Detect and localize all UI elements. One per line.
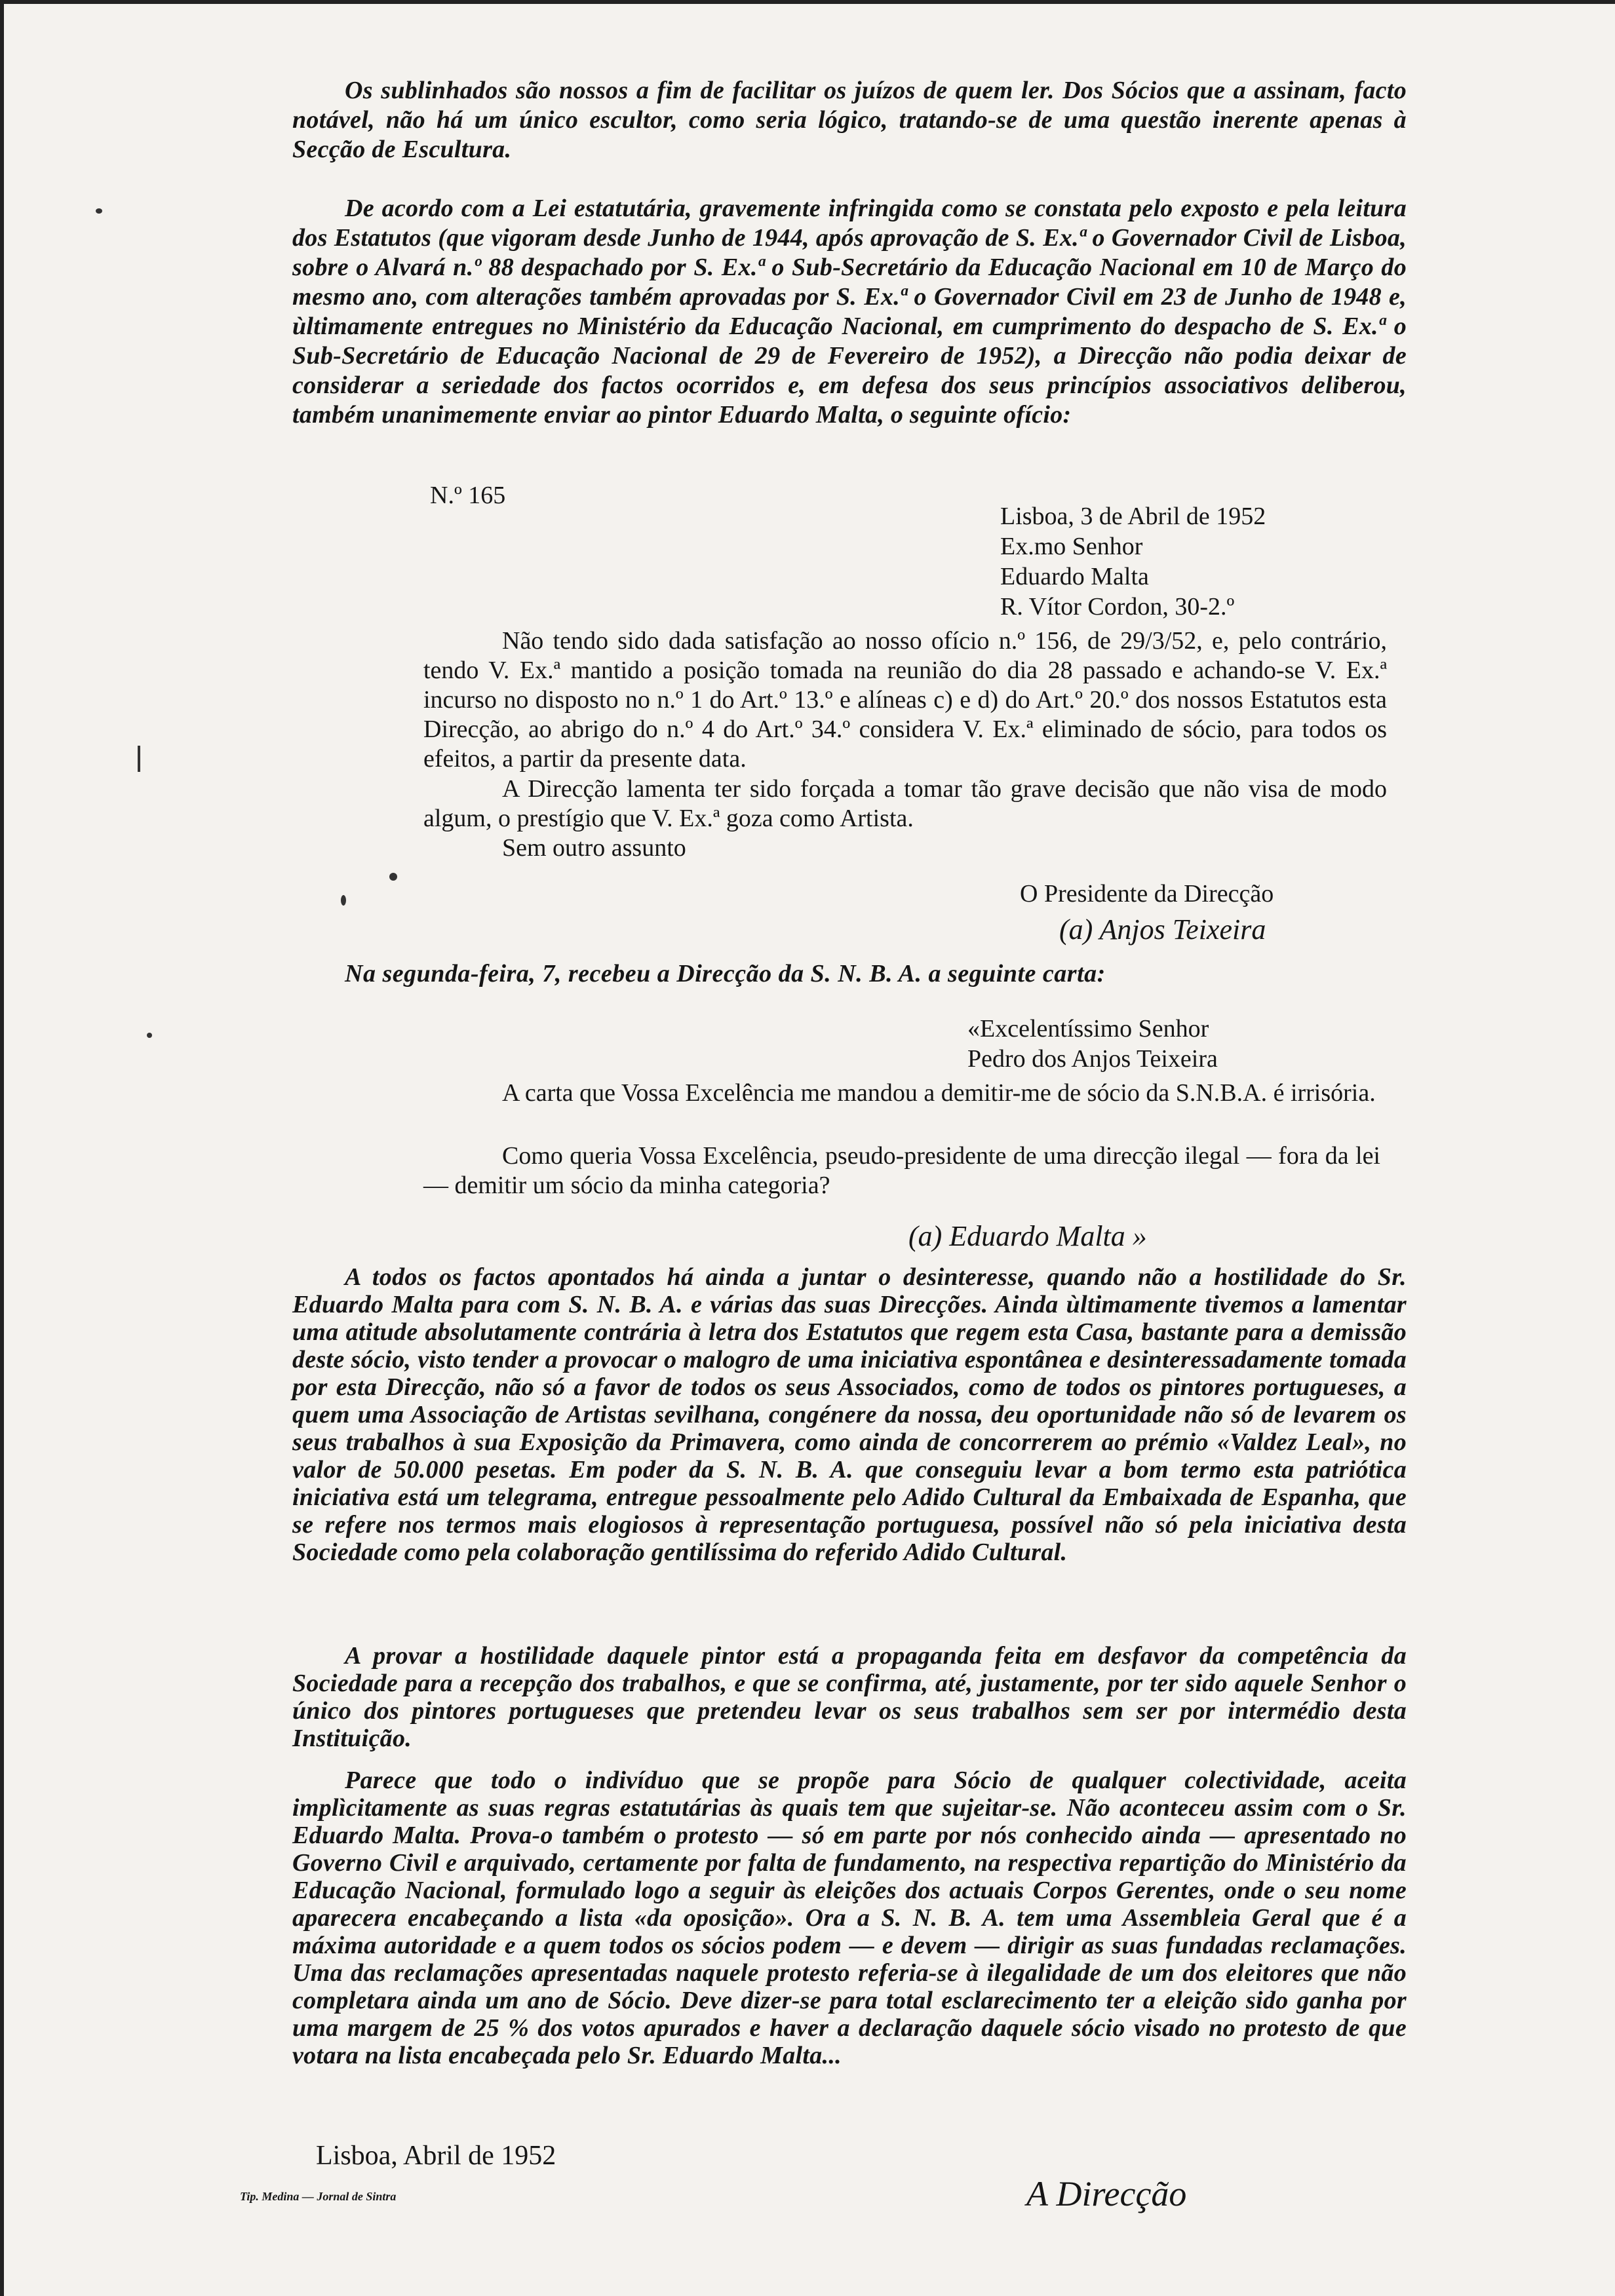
scan-speck <box>341 895 346 906</box>
oficio-number: N.º 165 <box>430 482 506 509</box>
intro-paragraph-1: Os sublinhados são nossos a fim de facilitar os juízos de quem ler. Dos Sócios que a assinam, facto notável, não há um único escultor, como seria lógico, tratando-se de uma questão inerente apenas à Secção de Escultura. <box>292 77 1407 163</box>
scan-speck <box>138 746 140 772</box>
scan-speck <box>96 208 102 214</box>
scan-speck <box>147 1033 152 1038</box>
body-paragraph-3: Parece que todo o indivíduo que se propõe para Sócio de qualquer colectividade, aceita implìcitamente as suas regras estatutárias às quais tem que sujeitar-se. Não aconteceu assim com o Sr. Eduardo Malta. Prova-o também o protesto — só em parte por nós conhecido ainda — apresentado no Governo Civil e arquivado, certamente por falta de fundamento, na respectiva repartição do Ministério da Educação Nacional, formulado logo a seguir às eleições dos actuais Corpos Gerentes, onde o seu nome aparecera encabeçando a lista «da oposição». Ora a S. N. B. A. tem uma Assembleia Geral que é a máxima autoridade e a quem todos os sócios podem — e devem — dirigir as suas fundadas reclamações. Uma das reclamações apresentadas naquele protesto referia-se à ilegalidade de um dos eleitores que não completara ainda um ano de Sócio. Deve dizer-se para total esclarecimento ter a eleição sido ganha por uma margem de 25 % dos votos apurados e haver a declaração daquele sócio visado no protesto de que votara na lista encabeçada pelo Sr. Eduardo Malta... <box>292 1767 1407 2069</box>
oficio-address: R. Vítor Cordon, 30-2.º <box>1000 593 1235 621</box>
footer-place-date: Lisboa, Abril de 1952 <box>316 2141 556 2171</box>
carta-signature: (a) Eduardo Malta » <box>908 1220 1147 1252</box>
oficio-salutation: Ex.mo Senhor <box>1000 533 1143 560</box>
carta-salutation-1: «Excelentíssimo Senhor <box>967 1015 1209 1043</box>
oficio-signer-title: O Presidente da Direcção <box>1020 880 1274 908</box>
oficio-body-1: Não tendo sido dada satisfação ao nosso ofício n.º 156, de 29/3/52, e, pelo contrário, tendo V. Ex.ª mantido a posição tomada na reunião do dia 28 passado e achando-se V. Ex.ª incurso no disposto no n.º 1 do Art.º 13.º e alíneas c) e d) do Art.º 20.º dos nossos Estatutos esta Direcção, ao abrigo do n.º 4 do Art.º 34.º considera V. Ex.ª eliminado de sócio, para todos os efeitos, a partir da presente data. <box>423 627 1387 773</box>
scan-speck <box>389 873 397 881</box>
carta-body-1: A carta que Vossa Excelência me mandou a demitir-me de sócio da S.N.B.A. é irrisória. <box>502 1079 1376 1107</box>
body-paragraph-1: A todos os factos apontados há ainda a juntar o desinteresse, quando não a hostilidade do Sr. Eduardo Malta para com S. N. B. A. e várias das suas Direcções. Ainda ùltimamente tivemos a lamentar uma atitude absolutamente contrária à letra dos Estatutos que regem esta Casa, bastante para a demissão deste sócio, visto tender a provocar o malogro de uma iniciativa espontânea e desinteressadamente tomada por esta Direcção, não só a favor de todos os seus Associados, como de todos os pintores portugueses, a quem uma Associação de Artistas sevilhana, congénere da nossa, deu oportunidade não só de levarem os seus trabalhos à sua Exposição da Primavera, como ainda de concorrerem ao prémio «Valdez Leal», no valor de 50.000 pesetas. Em poder da S. N. B. A. que conseguiu levar a bom termo esta patriótica iniciativa está um telegrama, entregue pessoalmente pelo Adido Cultural da Embaixada de Espanha, que se refere nos termos mais elogiosos à representação portuguesa, possível não só pela iniciativa desta Sociedade como pela colaboração gentilíssima do referido Adido Cultural. <box>292 1263 1407 1566</box>
intro-paragraph-2: De acordo com a Lei estatutária, gravemente infringida como se constata pelo exposto e pela leitura dos Estatutos (que vigoram desde Junho de 1944, após aprovação de S. Ex.ª o Governador Civil de Lisboa, sobre o Alvará n.º 88 despachado por S. Ex.ª o Sub-Secretário da Educação Nacional em 10 de Março do mesmo ano, com alterações também aprovadas por S. Ex.ª o Governador Civil em 23 de Junho de 1948 e, ùltimamente entregues no Ministério da Educação Nacional, em cumprimento do despacho de S. Ex.ª o Sub-Secretário de Educação Nacional de 29 de Fevereiro de 1952), a Direcção não podia deixar de considerar a seriedade dos factos ocorridos e, em defesa dos seus princípios associativos deliberou, também unanimemente enviar ao pintor Eduardo Malta, o seguinte ofício: <box>292 195 1407 429</box>
carta-body-2: Como queria Vossa Excelência, pseudo-presidente de uma direcção ilegal — fora da lei — demitir um sócio da minha categoria? <box>423 1142 1380 1199</box>
body-paragraph-2: A provar a hostilidade daquele pintor está a propaganda feita em desfavor da competência da Sociedade para a recepção dos trabalhos, e que se confirma, até, justamente, por ter sido aquele Senhor o único dos pintores portugueses que pretendeu levar os seus trabalhos sem ser por intermédio desta Instituição. <box>292 1642 1407 1752</box>
footer-printer: Tip. Medina — Jornal de Sintra <box>240 2190 397 2203</box>
transition-line: Na segunda-feira, 7, recebeu a Direcção da S. N. B. A. a seguinte carta: <box>345 960 1106 987</box>
oficio-date: Lisboa, 3 de Abril de 1952 <box>1000 503 1266 530</box>
oficio-recipient: Eduardo Malta <box>1000 563 1149 590</box>
carta-salutation-2: Pedro dos Anjos Teixeira <box>967 1045 1218 1073</box>
oficio-body-2: A Direcção lamenta ter sido forçada a tomar tão grave decisão que não visa de modo algum, o prestígio que V. Ex.ª goza como Artista. <box>423 775 1387 832</box>
footer-signature: A Direcção <box>1026 2174 1187 2213</box>
oficio-closing: Sem outro assunto <box>502 834 686 862</box>
oficio-signature: (a) Anjos Teixeira <box>1059 913 1266 946</box>
